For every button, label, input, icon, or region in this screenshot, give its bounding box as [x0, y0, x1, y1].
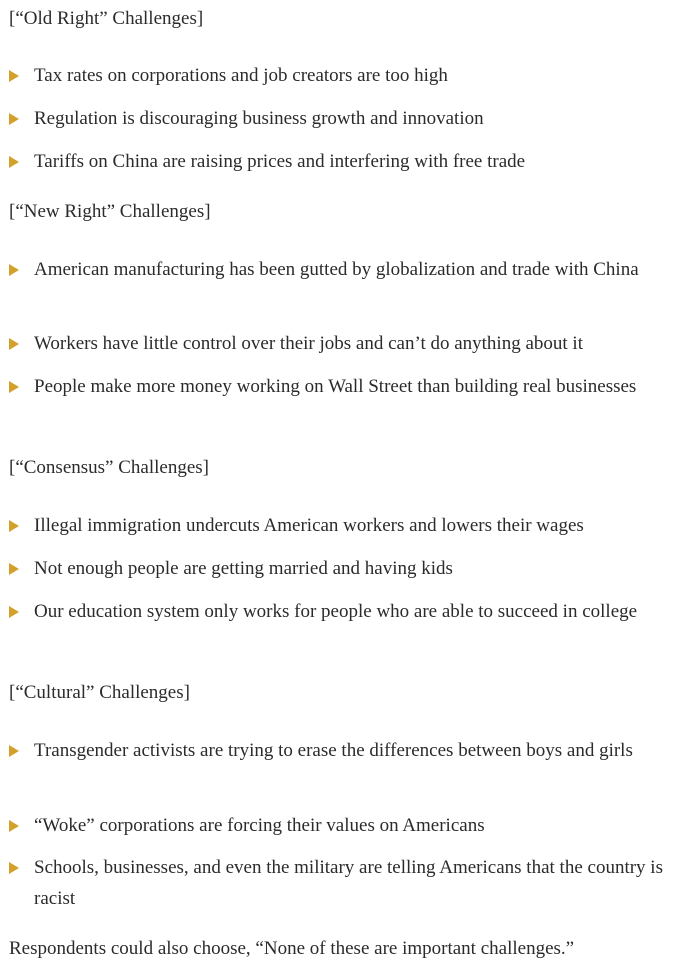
- triangle-bullet-icon: [9, 381, 19, 393]
- section-heading-cultural: [“Cultural” Challenges]: [9, 682, 190, 703]
- list-item-text: Workers have little control over their jobs and can’t do anything about it: [34, 333, 583, 354]
- section-heading-new-right: [“New Right” Challenges]: [9, 201, 211, 222]
- list-item-text: Illegal immigration undercuts American workers and lowers their wages: [34, 515, 584, 536]
- triangle-bullet-icon: [9, 745, 19, 757]
- list-item-text: Not enough people are getting married and having kids: [34, 558, 453, 579]
- triangle-bullet-icon: [9, 70, 19, 82]
- triangle-bullet-icon: [9, 156, 19, 168]
- triangle-bullet-icon: [9, 563, 19, 575]
- triangle-bullet-icon: [9, 520, 19, 532]
- section-heading-old-right: [“Old Right” Challenges]: [9, 8, 204, 29]
- list-item-text: Tax rates on corporations and job creators are too high: [34, 65, 448, 86]
- list-item-text: People make more money working on Wall Street than building real businesses: [34, 376, 637, 397]
- triangle-bullet-icon: [9, 113, 19, 125]
- list-item-text: Tariffs on China are raising prices and interfering with free trade: [34, 151, 526, 172]
- triangle-bullet-icon: [9, 264, 19, 276]
- list-item-text: Our education system only works for people who are able to succeed in college: [34, 601, 638, 622]
- list-item-text: Regulation is discouraging business growth and innovation: [34, 108, 484, 129]
- triangle-bullet-icon: [9, 862, 19, 874]
- list-item-text: Schools, businesses, and even the military are telling Americans that the country is racist: [34, 857, 663, 909]
- triangle-bullet-icon: [9, 820, 19, 832]
- list-item-text: Transgender activists are trying to erase the differences between boys and girls: [34, 740, 633, 761]
- footnote: Respondents could also choose, “None of these are important challenges.”: [9, 938, 575, 959]
- triangle-bullet-icon: [9, 338, 19, 350]
- list-item-text: “Woke” corporations are forcing their values on Americans: [34, 815, 485, 836]
- list-item-text: American manufacturing has been gutted by globalization and trade with China: [34, 259, 639, 280]
- triangle-bullet-icon: [9, 606, 19, 618]
- section-heading-consensus: [“Consensus” Challenges]: [9, 457, 209, 478]
